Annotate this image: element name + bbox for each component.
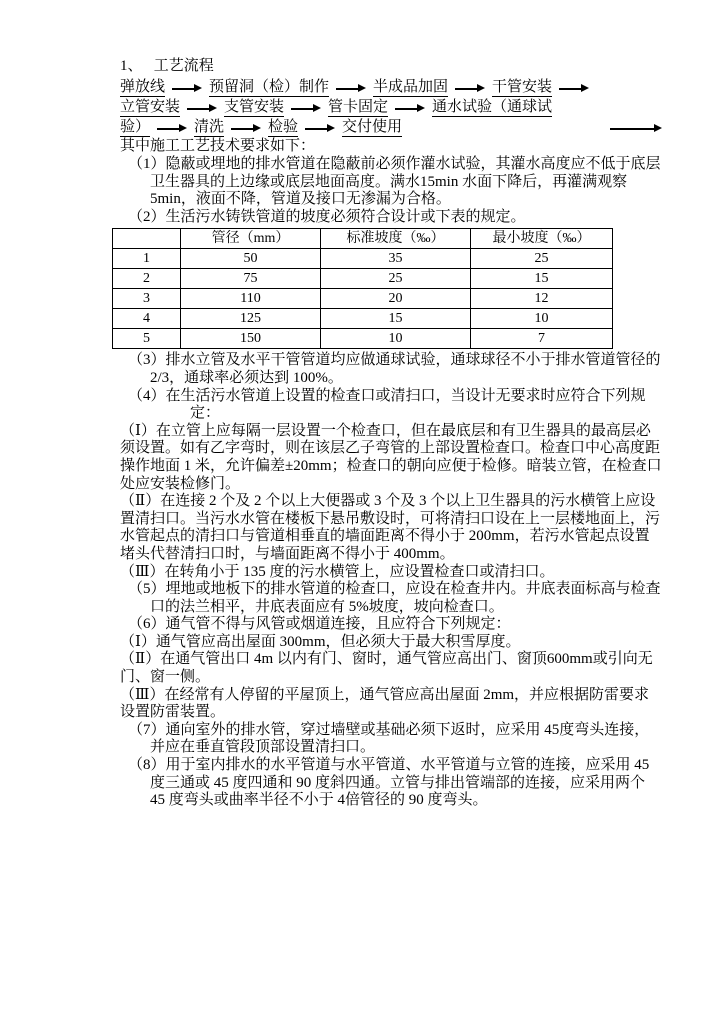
flow-step: 预留洞（检）制作 [209, 79, 330, 95]
flow-step: 支管安装 [224, 99, 285, 115]
process-flow-diagram [120, 77, 662, 137]
table-cell: 125 [181, 309, 321, 329]
flow-arrow-icon [157, 124, 187, 133]
table-cell: 110 [181, 289, 321, 309]
table-cell: 5 [113, 329, 181, 349]
table-header-cell: 标准坡度（‰） [321, 229, 471, 249]
paragraph: （Ⅰ）通气管应高出屋面 300mm，但必须大于最大积雪厚度。 [120, 633, 521, 650]
flow-step: 检验 [268, 119, 299, 135]
section-title: 1、 工艺流程 [120, 58, 214, 74]
flow-step: 管卡固定 [328, 99, 389, 115]
table-row [113, 249, 613, 269]
table-cell: 1 [113, 249, 181, 269]
table-row [113, 289, 613, 309]
paragraph: （3）排水立管及水平干管管道均应做通球试验，通球球径不小于排水管道管径的 2/3，通球率必须达到 100%。 [128, 352, 661, 386]
flow-line [120, 97, 662, 117]
intro-line: 其中施工工艺技术要求如下： [120, 138, 316, 154]
flow-step: 干管安装 [492, 79, 553, 95]
flow-line [120, 117, 662, 137]
table-cell: 75 [181, 269, 321, 289]
paragraph: （Ⅲ）在转角小于 135 度的污水横管上，应设置检查口或清扫口。 [120, 563, 555, 580]
table-cell: 7 [471, 329, 613, 349]
flow-arrow-icon [455, 84, 485, 93]
flow-arrow-icon [187, 104, 217, 113]
table-cell: 25 [471, 249, 613, 269]
flow-arrow-icon [231, 124, 261, 133]
table-header-cell [113, 229, 181, 249]
table-row [113, 269, 613, 289]
flow-step: 通水试验（通球试 [432, 99, 553, 115]
flow-line [120, 77, 662, 97]
paragraph: （8）用于室内排水的水平管道与水平管道、水平管道与立管的连接，应采用 45 度三通或 45 度四通和 90 度斜四通。立管与排出管端部的连接，应采用两个 45 度弯头或曲率半径不小于 4倍管径的 90 度弯头。 [128, 757, 650, 809]
flow-step: 立管安装 [120, 99, 181, 115]
flow-arrow-icon [305, 124, 335, 133]
table-cell: 10 [471, 309, 613, 329]
table-cell: 15 [471, 269, 613, 289]
document-body [120, 156, 662, 810]
table-cell: 35 [321, 249, 471, 269]
paragraph: （4）在生活污水管道上设置的检查口或清扫口，当设计无要求时应符合下列规定： [128, 387, 646, 422]
flow-step: 交付使用 [342, 119, 403, 135]
table-cell: 15 [321, 309, 471, 329]
table-cell: 50 [181, 249, 321, 269]
paragraph: （Ⅱ）在连接 2 个及 2 个以上大便器或 3 个及 3 个以上卫生器具的污水横管上应设置清扫口。当污水水管在楼板下悬吊敷设时，可将清扫口设在上一层楼地面上，污水管起点的清扫口与管道相垂直的墙面距离不得小于 200mm，若污水管起点设置堵头代替清扫口时，与墙面距离不得小于 400mm。 [120, 493, 661, 562]
paragraph: （2）生活污水铸铁管道的坡度必须符合设计或下表的规定。 [128, 208, 526, 225]
table-cell: 10 [321, 329, 471, 349]
paragraph: （7）通向室外的排水管，穿过墙壁或基础必须下返时，应采用 45度弯头连接，并应在垂直管段顶部设置清扫口。 [128, 721, 650, 756]
flow-arrow-icon [336, 84, 366, 93]
table-cell: 3 [113, 289, 181, 309]
flow-step: 清洗 [194, 119, 225, 135]
table-header-cell: 管径（mm） [181, 229, 321, 249]
table-cell: 4 [113, 309, 181, 329]
flow-arrow-icon [559, 84, 589, 93]
paragraph: （1）隐蔽或埋地的排水管道在隐蔽前必须作灌水试验，其灌水高度应不低于底层卫生器具的上边缘或底层地面高度。满水15min 水面下降后，再灌满观察 5min，液面不降，管道及接口无渗漏为合格。 [128, 156, 661, 208]
flow-arrow-icon [172, 84, 202, 93]
table-row [113, 309, 613, 329]
table-header-row [113, 229, 613, 249]
paragraph: （Ⅲ）在经常有人停留的平屋顶上，通气管应高出屋面 2mm，并应根据防雷要求设置防雷装置。 [120, 686, 650, 721]
paragraph: （6）通气管不得与风管或烟道连接，且应符合下列规定： [128, 616, 511, 633]
table-cell: 12 [471, 289, 613, 309]
flow-step: 验） [120, 119, 151, 135]
table-cell: 2 [113, 269, 181, 289]
paragraph: （5）埋地或地板下的排水管道的检查口，应设在检查井内。井底表面标高与检查口的法兰相平，井底表面应有 5%坡度，坡向检查口。 [128, 581, 661, 615]
flow-step: 半成品加固 [373, 79, 449, 95]
flow-arrow-icon [610, 124, 662, 133]
table-cell: 25 [321, 269, 471, 289]
paragraph: （Ⅰ）在立管上应每隔一层设置一个检查口，但在最底层和有卫生器具的最高层必须设置。如有乙字弯时，则在该层乙子弯管的上部设置检查口。检查口中心高度距操作地面 1 米，允许偏差±20mm；检查口的朝向应便于检修。暗装立管，在检查口处应安装检修门。 [120, 422, 662, 492]
flow-step: 弹放线 [120, 79, 166, 95]
table-header-cell: 最小坡度（‰） [471, 229, 613, 249]
table-row [113, 329, 613, 349]
pipe-slope-table [112, 228, 613, 349]
table-cell: 150 [181, 329, 321, 349]
flow-arrow-icon [395, 104, 425, 113]
table-cell: 20 [321, 289, 471, 309]
flow-arrow-icon [291, 104, 321, 113]
paragraph: （Ⅱ）在通气管出口 4m 以内有门、窗时，通气管应高出门、窗顶600mm或引向无门、窗一侧。 [120, 651, 653, 686]
